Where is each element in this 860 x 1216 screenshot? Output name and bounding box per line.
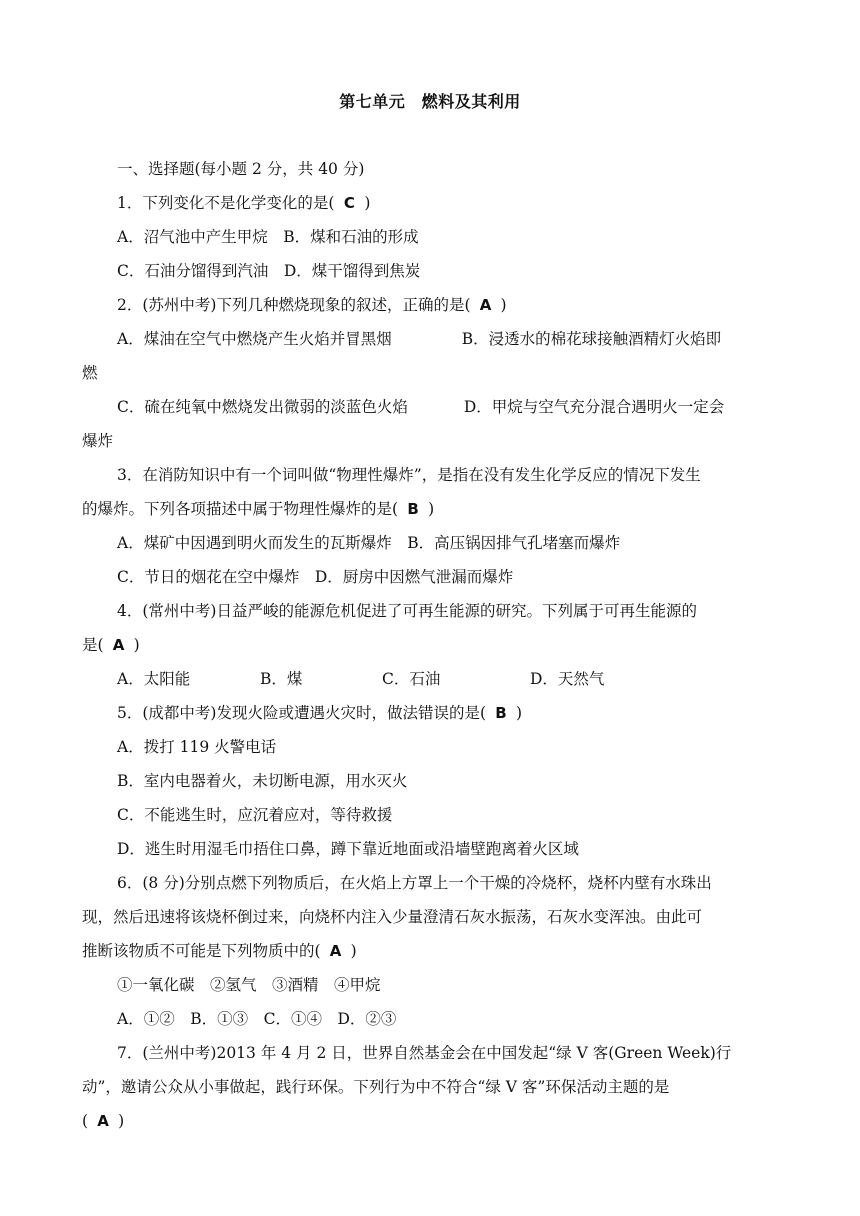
question-4-stem-line1: 4．(常州中考)日益严峻的能源危机促进了可再生能源的研究。下列属于可再生能源的 (117, 602, 697, 620)
question-2-option-d-cont: 爆炸 (82, 432, 114, 450)
question-4-answer: A (112, 636, 125, 654)
question-2-options-ab: A．煤油在空气中燃烧产生火焰并冒黑烟 B．浸透水的棉花球接触酒精灯火焰即 (117, 330, 722, 348)
question-2-answer: A (479, 296, 492, 314)
question-3-stem-line2: 的爆炸。下列各项描述中属于物理性爆炸的是( B ) (82, 492, 780, 526)
question-3-stem-line1: 3．在消防知识中有一个词叫做“物理性爆炸”，是指在没有发生化学反应的情况下发生 (117, 466, 701, 484)
question-5-option-b: B．室内电器着火，未切断电源，用水灭火 (117, 772, 408, 790)
question-7-stem-line3: ( A ) (82, 1104, 780, 1138)
question-6-stem-line1: 6．(8 分)分别点燃下列物质后，在火焰上方罩上一个干燥的冷烧杯，烧杯内壁有水珠出 (117, 874, 712, 892)
question-list (82, 152, 780, 1138)
question-5-option-c: C．不能逃生时，应沉着应对，等待救援 (117, 806, 393, 824)
question-5-option-d: D．逃生时用湿毛巾捂住口鼻，蹲下靠近地面或沿墙壁跑离着火区域 (117, 840, 579, 858)
question-6-stem-line2: 现，然后迅速将该烧杯倒过来，向烧杯内注入少量澄清石灰水振荡，石灰水变浑浊。由此可 (82, 908, 703, 926)
question-6-answer: A (329, 942, 342, 960)
question-1-stem: 1．下列变化不是化学变化的是( C ) (82, 186, 780, 220)
question-5-answer: B (495, 704, 507, 722)
page-title: 第七单元 燃料及其利用 (339, 92, 521, 111)
question-1-options-row1: A．沼气池中产生甲烷 B．煤和石油的形成 (117, 228, 419, 246)
question-3-answer: B (407, 500, 419, 518)
question-7-answer: A (97, 1112, 109, 1130)
question-3-options-row1: A．煤矿中因遇到明火而发生的瓦斯爆炸 B．高压锅因排气孔堵塞而爆炸 (117, 534, 621, 552)
question-1-answer: C (343, 194, 355, 212)
question-5-option-a: A．拨打 119 火警电话 (117, 738, 277, 756)
question-4-stem-line2: 是( A ) (82, 628, 780, 662)
question-1-options-row2: C．石油分馏得到汽油 D．煤干馏得到焦炭 (117, 262, 421, 280)
question-6-options: A．①② B．①③ C．①④ D．②③ (117, 1010, 397, 1028)
section-heading: 一、选择题(每小题 2 分，共 40 分) (117, 160, 365, 178)
question-6-stem-line3: 推断该物质不可能是下列物质中的( A ) (82, 934, 780, 968)
question-3-options-row2: C．节日的烟花在空中爆炸 D．厨房中因燃气泄漏而爆炸 (117, 568, 514, 586)
question-2-options-cd: C．硫在纯氧中燃烧发出微弱的淡蓝色火焰 D．甲烷与空气充分混合遇明火一定会 (117, 398, 725, 416)
question-7-stem-line1: 7．(兰州中考)2013 年 4 月 2 日，世界自然基金会在中国发起“绿 V 客(Green Week)行 (117, 1044, 732, 1062)
question-6-items: ①一氧化碳 ②氢气 ③酒精 ④甲烷 (117, 976, 381, 994)
question-7-stem-line2: 动”，邀请公众从小事做起，践行环保。下列行为中不符合“绿 V 客”环保活动主题的是 (82, 1078, 670, 1096)
question-2-option-b-cont: 燃 (82, 364, 98, 382)
question-5-stem: 5．(成都中考)发现火险或遭遇火灾时，做法错误的是( B ) (82, 696, 780, 730)
question-4-options: A．太阳能 B．煤 C．石油 D．天然气 (117, 670, 605, 688)
question-2-stem: 2．(苏州中考)下列几种燃烧现象的叙述，正确的是( A ) (82, 288, 780, 322)
